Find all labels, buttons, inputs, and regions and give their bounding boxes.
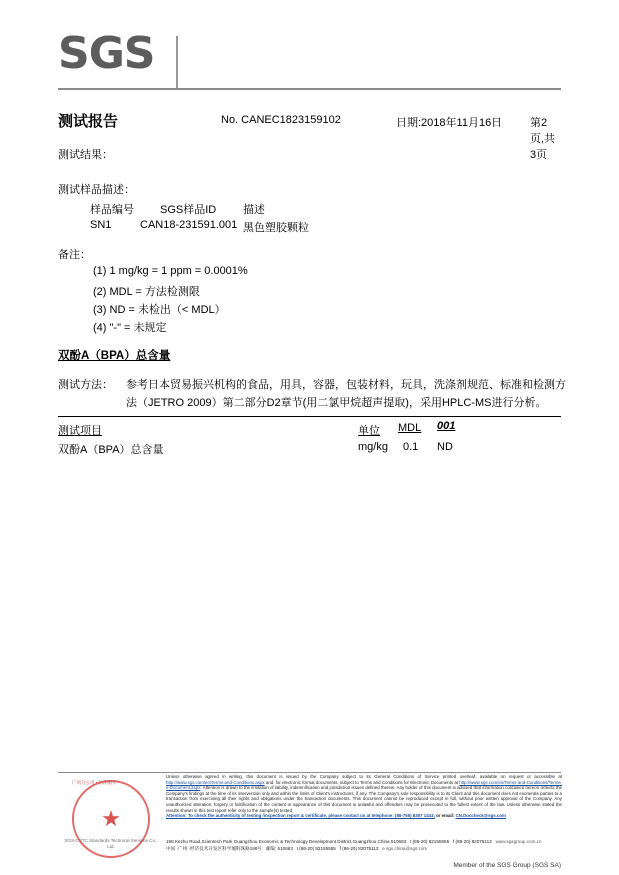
fax-en: f (86-20) 82075113 — [452, 839, 492, 844]
sample-table-header-sgsid: SGS样品ID — [160, 204, 217, 216]
address-cn: 中国 ·广州 ·经济技术开发区科学城科珠路198号 — [166, 846, 262, 851]
report-number: No. CANEC1823159102 — [221, 114, 341, 126]
sample-description-label: 测试样品描述： — [58, 184, 135, 196]
page-indicator: 第2页,共3页 — [530, 117, 556, 161]
fax-cn: f (86-20) 82075113 — [339, 846, 379, 851]
tel-en: t (86-20) 82155555 — [410, 839, 450, 844]
address-row-cn — [166, 845, 562, 852]
disclaimer-part-3: and, for electronic format documents, — [264, 779, 339, 785]
results-label: 测试结果： — [58, 149, 113, 161]
report-date: 日期:2018年11月16日 — [396, 117, 503, 129]
disclaimer-part-2: overleaf, available on request or accessible at — [459, 774, 562, 779]
disclaimer-part-5: . Attention is drawn to the limitation of liability, indemnification and jurisdiction issues defined therein. Any holder of this document is advised that information contained hereon reflects the Company's findings at the time of its intervention only and within the limits of Client's instructions, if any. The Company's sole responsibility is to its Client and this document does not exonerate parties to a transaction from exercising all their rights and obligations under the transaction documents. This document cannot be reproduced except in full, without prior written approval of the Company. Any unauthorized alteration, forgery or falsification of the content or appearance of this document is unlawful and offenders may be prosecuted to the fullest extent of the law. Unless otherwise stated the results shown in this test report refer only to the sample(s) tested. — [166, 785, 562, 813]
sample-table-header-id: 样品编号 — [90, 204, 134, 216]
result-table-header-sample: 001 — [437, 420, 456, 432]
company-stamp — [62, 776, 160, 862]
sample-table-cell-id: SN1 — [90, 219, 112, 231]
footer-address-block — [166, 838, 562, 852]
sgs-group-member-note: Member of the SGS Group (SGS SA) — [453, 862, 561, 869]
star-icon: ★ — [101, 806, 121, 831]
doccheck-email-link[interactable]: CN.Doccheck@sgs.com — [455, 813, 506, 819]
footer-rule — [58, 772, 561, 773]
sample-table-header-desc: 描述 — [243, 204, 265, 216]
result-table-divider — [58, 416, 561, 417]
result-table-header-item: 测试项目 — [58, 425, 102, 437]
footer-disclaimer — [166, 774, 562, 819]
section-title-bpa: 双酚A（BPA）总含量 — [58, 350, 171, 362]
address-row-en — [166, 838, 562, 845]
remark-item: (3) ND = 未检出（< MDL） — [93, 304, 226, 316]
page-title: 测试报告 — [58, 113, 119, 130]
remarks-label: 备注： — [58, 249, 91, 261]
stamp-caption-line-1: SGS-CSTC Standards Technical Services Co., Ltd. — [64, 838, 158, 849]
header-rule — [58, 88, 561, 90]
zip-cn: 邮编: 510663 — [265, 846, 293, 851]
terms-conditions-link[interactable]: http://www.sgs.com/en/Terms-and-Conditions.aspx — [166, 779, 265, 785]
result-table-cell-result: ND — [437, 441, 453, 453]
result-table-header-mdl: MDL — [398, 422, 422, 434]
authenticity-notice: Attention: To check the authenticity of testing /inspection report & certificate, please contact us at telephone: (86-755) 8307 1443, — [166, 813, 435, 819]
stamp-ring-text: 广州分公司 • 检测服务 — [72, 780, 117, 785]
remark-item: (2) MDL = 方法检测限 — [93, 286, 200, 298]
disclaimer-part-1: Unless otherwise agreed in writing, this document is issued by the Company subject to its General Conditions of Service printed — [166, 774, 457, 779]
result-table-cell-item: 双酚A（BPA）总含量 — [58, 444, 164, 456]
method-label: 测试方法： — [58, 379, 113, 391]
e-document-terms-link[interactable]: http://www.sgs.com/en/Terms-and-Conditions/Terms-e-Document.aspx — [166, 779, 563, 791]
website-link[interactable]: www.sgsgroup.com.cn — [495, 839, 542, 844]
email-cn-link[interactable]: e sgs.china@sgs.com — [382, 846, 428, 851]
result-table-cell-mdl: 0.1 — [403, 441, 419, 453]
sample-table-cell-sgsid: CAN18-231591.001 — [140, 219, 238, 231]
logo-divider-tick — [176, 36, 178, 90]
sample-table-cell-desc: 黑色塑胶颗粒 — [243, 222, 309, 234]
sgs-logo-text: SGS — [58, 30, 178, 78]
remark-item: (1) 1 mg/kg = 1 ppm = 0.0001% — [93, 265, 248, 277]
tel-cn: t (86-20) 82155555 — [296, 846, 336, 851]
result-table-header-unit: 单位 — [358, 425, 380, 437]
method-line: 法（JETRO 2009）第二部分D2章节(用二氯甲烷超声提取)，采用HPLC-MS进行分析。 — [126, 397, 547, 409]
email-label: or email: — [436, 813, 456, 819]
address-en: 198 Kezhu Road,Scientech Park Guangzhou Economic & Technology Development District,Guangzhou,China 510663 — [166, 839, 407, 844]
result-table-cell-unit: mg/kg — [358, 441, 388, 453]
remark-item: (4) "-" = 未规定 — [93, 322, 167, 334]
disclaimer-part-4: subject to Terms and Conditions for Electronic Documents at — [339, 779, 460, 785]
sgs-logo — [58, 30, 178, 86]
method-line: 参考日本贸易振兴机构的食品，用具，容器，包装材料，玩具，洗涤剂规范、标准和检测方 — [126, 379, 566, 391]
